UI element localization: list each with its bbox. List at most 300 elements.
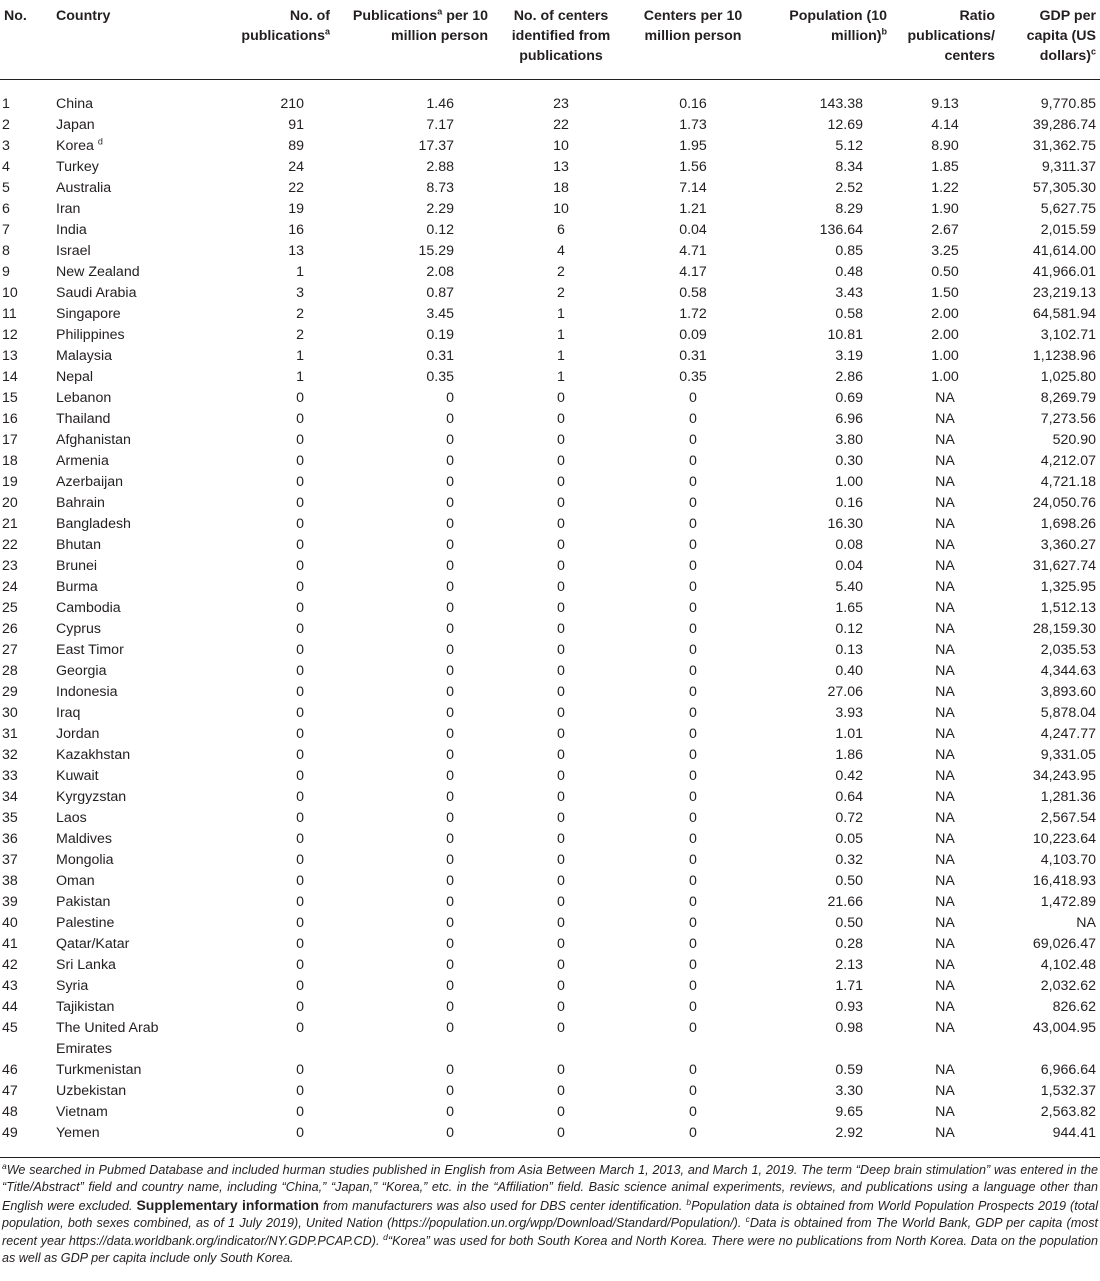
cell-publications: 0: [296, 725, 304, 742]
cell-publications: 24: [288, 158, 304, 175]
cell-centers-per-10m: 0: [689, 389, 697, 406]
cell-ratio: NA: [935, 767, 955, 784]
table-row: [0, 178, 1100, 199]
cell-country: Jordan: [56, 725, 100, 742]
cell-centers-per-10m: 0.09: [679, 326, 707, 343]
cell-ratio: NA: [935, 557, 955, 574]
cell-centers-per-10m: 0: [689, 515, 697, 532]
cell-country: Tajikistan: [56, 998, 115, 1015]
cell-publications-per-10m: 0: [446, 809, 454, 826]
cell-ratio: NA: [935, 1082, 955, 1099]
cell-centers-per-10m: 0.16: [679, 95, 707, 112]
cell-population: 1.71: [835, 977, 863, 994]
header-publications-per-10m: Publications$^a$ per 10 million person: [334, 0, 492, 79]
cell-centers: 0: [557, 746, 565, 763]
cell-population: 0.93: [835, 998, 863, 1015]
cell-row-number: 40: [2, 914, 18, 931]
cell-publications: 0: [296, 704, 304, 721]
cell-publications-per-10m: 0: [446, 557, 454, 574]
cell-gdp-per-capita: 3,893.60: [1040, 683, 1096, 700]
cell-centers: 0: [557, 725, 565, 742]
cell-centers-per-10m: 0: [689, 620, 697, 637]
cell-population: 12.69: [827, 116, 863, 133]
cell-centers: 0: [557, 494, 565, 511]
cell-gdp-per-capita: 9,770.85: [1040, 95, 1096, 112]
cell-country: Kyrgyzstan: [56, 788, 127, 805]
cell-publications: 0: [296, 830, 304, 847]
cell-country: China: [56, 95, 94, 112]
cell-publications-per-10m: 0.87: [426, 284, 454, 301]
cell-publications-per-10m: 0.31: [426, 347, 454, 364]
cell-centers-per-10m: 0: [689, 683, 697, 700]
cell-population: 0.50: [835, 872, 863, 889]
cell-centers: 22: [553, 116, 569, 133]
cell-centers-per-10m: 0: [689, 410, 697, 427]
cell-publications: 0: [296, 914, 304, 931]
cell-population: 5.40: [835, 578, 863, 595]
cell-population: 0.69: [835, 389, 863, 406]
table-row: [0, 388, 1100, 409]
cell-ratio: 0.50: [931, 263, 959, 280]
cell-country: Israel: [56, 242, 91, 259]
cell-centers: 0: [557, 830, 565, 847]
cell-centers: 1: [557, 368, 565, 385]
cell-centers: 0: [557, 662, 565, 679]
cell-ratio: NA: [935, 494, 955, 511]
cell-gdp-per-capita: 1,281.36: [1040, 788, 1096, 805]
footnote-d-mark: d: [383, 1231, 388, 1242]
cell-centers: 0: [557, 893, 565, 910]
cell-population: 3.43: [835, 284, 863, 301]
cell-row-number: 49: [2, 1124, 18, 1141]
cell-centers: 0: [557, 809, 565, 826]
cell-publications: 0: [296, 788, 304, 805]
cell-publications-per-10m: 0.19: [426, 326, 454, 343]
cell-row-number: 9: [2, 263, 10, 280]
cell-centers-per-10m: 7.14: [679, 179, 707, 196]
cell-population: 2.13: [835, 956, 863, 973]
cell-row-number: 23: [2, 557, 18, 574]
cell-centers: 13: [553, 158, 569, 175]
cell-ratio: 1.22: [931, 179, 959, 196]
cell-centers: 0: [557, 788, 565, 805]
cell-centers-per-10m: 0: [689, 473, 697, 490]
cell-ratio: 8.90: [931, 137, 959, 154]
cell-row-number: 16: [2, 410, 18, 427]
header-population: Population (10 million)$^b$: [756, 0, 891, 79]
cell-centers: 2: [557, 263, 565, 280]
table-row: [0, 262, 1100, 283]
table-row: [0, 325, 1100, 346]
table-row: [0, 997, 1100, 1018]
table-footnotes: [2, 1162, 1098, 1267]
cell-centers-per-10m: 0: [689, 452, 697, 469]
table-row: [0, 1018, 1100, 1060]
cell-publications: 0: [296, 578, 304, 595]
table-row: [0, 892, 1100, 913]
cell-gdp-per-capita: 520.90: [1052, 431, 1096, 448]
cell-publications: 0: [296, 473, 304, 490]
cell-gdp-per-capita: 2,015.59: [1040, 221, 1096, 238]
table-row: [0, 451, 1100, 472]
cell-gdp-per-capita: 1,325.95: [1040, 578, 1096, 595]
cell-publications: 0: [296, 1082, 304, 1099]
cell-publications: 2: [296, 326, 304, 343]
cell-centers-per-10m: 0: [689, 809, 697, 826]
cell-publications: 0: [296, 494, 304, 511]
cell-centers: 0: [557, 956, 565, 973]
table-row: [0, 829, 1100, 850]
cell-row-number: 18: [2, 452, 18, 469]
cell-publications-per-10m: 0: [446, 872, 454, 889]
footnote-d: “Korea” was used for both South Korea and North Korea. There were no publications from North Korea. Data on the population as well as GDP per capita include only South Korea.: [2, 1233, 1098, 1266]
cell-centers: 10: [553, 137, 569, 154]
cell-row-number: 20: [2, 494, 18, 511]
cell-country: Cambodia: [56, 599, 121, 616]
cell-country: Brunei: [56, 557, 98, 574]
cell-ratio: NA: [935, 662, 955, 679]
cell-country: Nepal: [56, 368, 94, 385]
cell-centers-per-10m: 1.72: [679, 305, 707, 322]
cell-ratio: NA: [935, 578, 955, 595]
cell-gdp-per-capita: 7,273.56: [1040, 410, 1096, 427]
table-row: [0, 304, 1100, 325]
cell-ratio: NA: [935, 389, 955, 406]
cell-gdp-per-capita: 41,966.01: [1032, 263, 1096, 280]
cell-country: Singapore: [56, 305, 121, 322]
cell-publications: 0: [296, 935, 304, 952]
cell-ratio: 2.00: [931, 305, 959, 322]
cell-publications-per-10m: 0: [446, 725, 454, 742]
cell-publications: 19: [288, 200, 304, 217]
cell-country: Kuwait: [56, 767, 99, 784]
cell-ratio: NA: [935, 893, 955, 910]
table-row: [0, 79, 1100, 115]
cell-country: Azerbaijan: [56, 473, 124, 490]
cell-publications-per-10m: 2.88: [426, 158, 454, 175]
table-body: [0, 79, 1100, 1144]
cell-gdp-per-capita: 28,159.30: [1032, 620, 1096, 637]
cell-centers-per-10m: 0: [689, 935, 697, 952]
cell-centers-per-10m: 0: [689, 641, 697, 658]
cell-publications-per-10m: 0: [446, 410, 454, 427]
cell-ratio: 3.25: [931, 242, 959, 259]
cell-publications-per-10m: 17.37: [418, 137, 454, 154]
cell-centers: 0: [557, 1061, 565, 1078]
cell-publications: 0: [296, 662, 304, 679]
cell-population: 0.64: [835, 788, 863, 805]
cell-row-number: 19: [2, 473, 18, 490]
cell-country: Korea $^d$: [56, 135, 103, 154]
cell-centers: 0: [557, 683, 565, 700]
footnote-c-mark: c: [745, 1214, 750, 1225]
header-centers-per-10m: Centers per 10 million person: [630, 0, 756, 79]
cell-centers: 18: [553, 179, 569, 196]
cell-gdp-per-capita: 4,212.07: [1040, 452, 1096, 469]
cell-centers: 10: [553, 200, 569, 217]
cell-row-number: 39: [2, 893, 18, 910]
cell-country: Mongolia: [56, 851, 114, 868]
cell-row-number: 11: [2, 305, 17, 322]
table-row: [0, 1081, 1100, 1102]
cell-publications: 0: [296, 746, 304, 763]
cell-country: Bangladesh: [56, 515, 131, 532]
cell-row-number: 6: [2, 200, 10, 217]
cell-centers: 23: [553, 95, 569, 112]
footnote-c: Data is obtained from The World Bank, GDP per capita (most recent year https://data.worldbank.org/indicator/NY.GDP.PCAP.CD).: [2, 1216, 1099, 1248]
cell-row-number: 32: [2, 746, 18, 763]
cell-population: 1.01: [835, 725, 863, 742]
cell-gdp-per-capita: 10,223.64: [1032, 830, 1096, 847]
cell-country: Iraq: [56, 704, 81, 721]
cell-gdp-per-capita: 39,286.74: [1032, 116, 1096, 133]
cell-ratio: NA: [935, 788, 955, 805]
cell-country: Turkmenistan: [56, 1061, 142, 1078]
cell-country: Bhutan: [56, 536, 101, 553]
cell-population: 1.65: [835, 599, 863, 616]
cell-centers-per-10m: 0.35: [679, 368, 707, 385]
cell-population: 0.32: [835, 851, 863, 868]
cell-publications: 16: [288, 221, 304, 238]
cell-gdp-per-capita: 23,219.13: [1032, 284, 1096, 301]
cell-publications: 0: [296, 872, 304, 889]
cell-ratio: NA: [935, 1061, 955, 1078]
cell-gdp-per-capita: 1,472.89: [1040, 893, 1096, 910]
cell-publications-per-10m: 0: [446, 1082, 454, 1099]
table-row: [0, 472, 1100, 493]
table-row: [0, 808, 1100, 829]
cell-centers-per-10m: 0: [689, 914, 697, 931]
cell-gdp-per-capita: 826.62: [1052, 998, 1096, 1015]
cell-centers-per-10m: 0: [689, 830, 697, 847]
cell-centers-per-10m: 0: [689, 1082, 697, 1099]
cell-population: 0.13: [835, 641, 863, 658]
cell-centers: 0: [557, 515, 565, 532]
cell-centers-per-10m: 0.31: [679, 347, 707, 364]
cell-population: 10.81: [827, 326, 863, 343]
cell-gdp-per-capita: 69,026.47: [1032, 935, 1096, 952]
cell-population: 9.65: [835, 1103, 863, 1120]
cell-ratio: NA: [935, 704, 955, 721]
cell-population: 27.06: [827, 683, 863, 700]
cell-publications-per-10m: 0.12: [426, 221, 454, 238]
cell-country: Afghanistan: [56, 431, 131, 448]
cell-ratio: 4.14: [931, 116, 959, 133]
cell-ratio: NA: [935, 725, 955, 742]
cell-centers: 2: [557, 284, 565, 301]
cell-centers: 1: [557, 347, 565, 364]
cell-row-number: 25: [2, 599, 18, 616]
cell-country: Sri Lanka: [56, 956, 116, 973]
cell-publications-per-10m: 0: [446, 536, 454, 553]
cell-ratio: NA: [935, 473, 955, 490]
cell-gdp-per-capita: 1,025.80: [1040, 368, 1096, 385]
cell-country: East Timor: [56, 641, 124, 658]
cell-country: The United Arab Emirates: [56, 1019, 159, 1057]
cell-population: 3.80: [835, 431, 863, 448]
cell-publications-per-10m: 3.45: [426, 305, 454, 322]
table-row: [0, 1123, 1100, 1144]
cell-row-number: 44: [2, 998, 18, 1015]
cell-country: Australia: [56, 179, 112, 196]
cell-publications-per-10m: 0: [446, 851, 454, 868]
cell-publications: 0: [296, 851, 304, 868]
cell-publications: 0: [296, 620, 304, 637]
header-country: Country: [52, 0, 210, 79]
cell-country: Oman: [56, 872, 95, 889]
cell-population: 2.52: [835, 179, 863, 196]
cell-centers-per-10m: 4.71: [679, 242, 707, 259]
cell-ratio: NA: [935, 830, 955, 847]
cell-publications-per-10m: 0: [446, 830, 454, 847]
cell-publications-per-10m: 0: [446, 746, 454, 763]
cell-row-number: 29: [2, 683, 18, 700]
cell-row-number: 14: [2, 368, 18, 385]
cell-population: 143.38: [819, 95, 863, 112]
cell-publications: 0: [296, 536, 304, 553]
cell-ratio: NA: [935, 515, 955, 532]
cell-population: 0.58: [835, 305, 863, 322]
cell-gdp-per-capita: 1,532.37: [1040, 1082, 1096, 1099]
cell-gdp-per-capita: 1,1238.96: [1032, 347, 1096, 364]
cell-gdp-per-capita: 9,311.37: [1041, 158, 1096, 175]
cell-centers-per-10m: 0.58: [679, 284, 707, 301]
table-header: [0, 0, 1100, 79]
cell-publications-per-10m: 0: [446, 893, 454, 910]
cell-publications: 0: [296, 452, 304, 469]
cell-centers: 0: [557, 914, 565, 931]
cell-publications: 1: [296, 263, 304, 280]
cell-country: Philippines: [56, 326, 125, 343]
cell-ratio: NA: [935, 809, 955, 826]
cell-publications-per-10m: 0: [446, 956, 454, 973]
cell-ratio: NA: [935, 851, 955, 868]
cell-row-number: 5: [2, 179, 10, 196]
cell-population: 1.00: [835, 473, 863, 490]
cell-publications-per-10m: 0: [446, 1061, 454, 1078]
cell-publications-per-10m: 0: [446, 473, 454, 490]
cell-row-number: 35: [2, 809, 18, 826]
cell-population: 0.85: [835, 242, 863, 259]
cell-population: 3.19: [835, 347, 863, 364]
cell-centers: 0: [557, 1082, 565, 1099]
table-row: [0, 640, 1100, 661]
cell-population: 1.86: [835, 746, 863, 763]
cell-population: 5.12: [835, 137, 863, 154]
cell-centers: 0: [557, 452, 565, 469]
cell-country: Vietnam: [56, 1103, 108, 1120]
cell-centers: 0: [557, 935, 565, 952]
cell-row-number: 41: [2, 935, 18, 952]
cell-publications-per-10m: 0: [446, 662, 454, 679]
cell-ratio: 1.90: [931, 200, 959, 217]
table-row: [0, 283, 1100, 304]
cell-population: 0.40: [835, 662, 863, 679]
cell-centers-per-10m: 0: [689, 1124, 697, 1141]
cell-gdp-per-capita: 4,102.48: [1040, 956, 1096, 973]
table-row: [0, 703, 1100, 724]
cell-row-number: 24: [2, 578, 18, 595]
cell-ratio: NA: [935, 641, 955, 658]
cell-ratio: NA: [935, 452, 955, 469]
cell-gdp-per-capita: 4,247.77: [1040, 725, 1096, 742]
cell-row-number: 2: [2, 116, 10, 133]
footnote-b-mark: b: [686, 1196, 692, 1207]
cell-publications-per-10m: 0: [446, 620, 454, 637]
cell-centers-per-10m: 0: [689, 431, 697, 448]
cell-country: Armenia: [56, 452, 109, 469]
table-row: [0, 367, 1100, 388]
cell-gdp-per-capita: 57,305.30: [1032, 179, 1096, 196]
cell-publications-per-10m: 0: [446, 494, 454, 511]
cell-ratio: 1.85: [931, 158, 959, 175]
cell-centers: 0: [557, 872, 565, 889]
cell-gdp-per-capita: 41,614.00: [1032, 242, 1096, 259]
header-gdp: GDP per capita (US dollars)$^c$: [999, 0, 1100, 79]
table-row: [0, 1102, 1100, 1123]
cell-row-number: 48: [2, 1103, 18, 1120]
cell-gdp-per-capita: 31,362.75: [1032, 137, 1096, 154]
cell-gdp-per-capita: 1,512.13: [1040, 599, 1096, 616]
cell-publications: 0: [296, 431, 304, 448]
cell-publications-per-10m: 0: [446, 1019, 454, 1036]
cell-gdp-per-capita: 31,627.74: [1032, 557, 1096, 574]
cell-gdp-per-capita: 2,567.54: [1040, 809, 1096, 826]
cell-centers: 0: [557, 578, 565, 595]
cell-publications: 91: [288, 116, 304, 133]
cell-publications: 0: [296, 1019, 304, 1036]
cell-row-number: 7: [2, 221, 10, 238]
cell-row-number: 12: [2, 326, 18, 343]
cell-ratio: NA: [935, 1019, 955, 1036]
cell-centers: 0: [557, 998, 565, 1015]
cell-ratio: 2.00: [931, 326, 959, 343]
cell-population: 3.30: [835, 1082, 863, 1099]
cell-centers: 0: [557, 851, 565, 868]
table-row: [0, 556, 1100, 577]
table-row: [0, 850, 1100, 871]
cell-gdp-per-capita: 16,418.93: [1032, 872, 1096, 889]
table-row: [0, 766, 1100, 787]
cell-country: Cyprus: [56, 620, 101, 637]
cell-ratio: NA: [935, 410, 955, 427]
cell-publications: 0: [296, 1124, 304, 1141]
cell-centers-per-10m: 0: [689, 725, 697, 742]
cell-country: Lebanon: [56, 389, 112, 406]
cell-population: 0.05: [835, 830, 863, 847]
cell-gdp-per-capita: 5,627.75: [1040, 200, 1096, 217]
cell-gdp-per-capita: 64,581.94: [1032, 305, 1096, 322]
cell-publications: 0: [296, 599, 304, 616]
cell-centers-per-10m: 0.04: [679, 221, 707, 238]
table-row: [0, 346, 1100, 367]
supplementary-information-label: Supplementary information: [136, 1196, 319, 1213]
cell-publications: 0: [296, 809, 304, 826]
cell-publications: 0: [296, 1103, 304, 1120]
table-row: [0, 934, 1100, 955]
cell-publications: 0: [296, 1061, 304, 1078]
cell-row-number: 34: [2, 788, 18, 805]
cell-ratio: NA: [935, 956, 955, 973]
cell-centers: 0: [557, 473, 565, 490]
cell-centers: 0: [557, 599, 565, 616]
cell-population: 0.28: [835, 935, 863, 952]
table-row: [0, 157, 1100, 178]
table-row: [0, 598, 1100, 619]
cell-population: 0.59: [835, 1061, 863, 1078]
cell-gdp-per-capita: 1,698.26: [1040, 515, 1096, 532]
cell-centers-per-10m: 0: [689, 767, 697, 784]
